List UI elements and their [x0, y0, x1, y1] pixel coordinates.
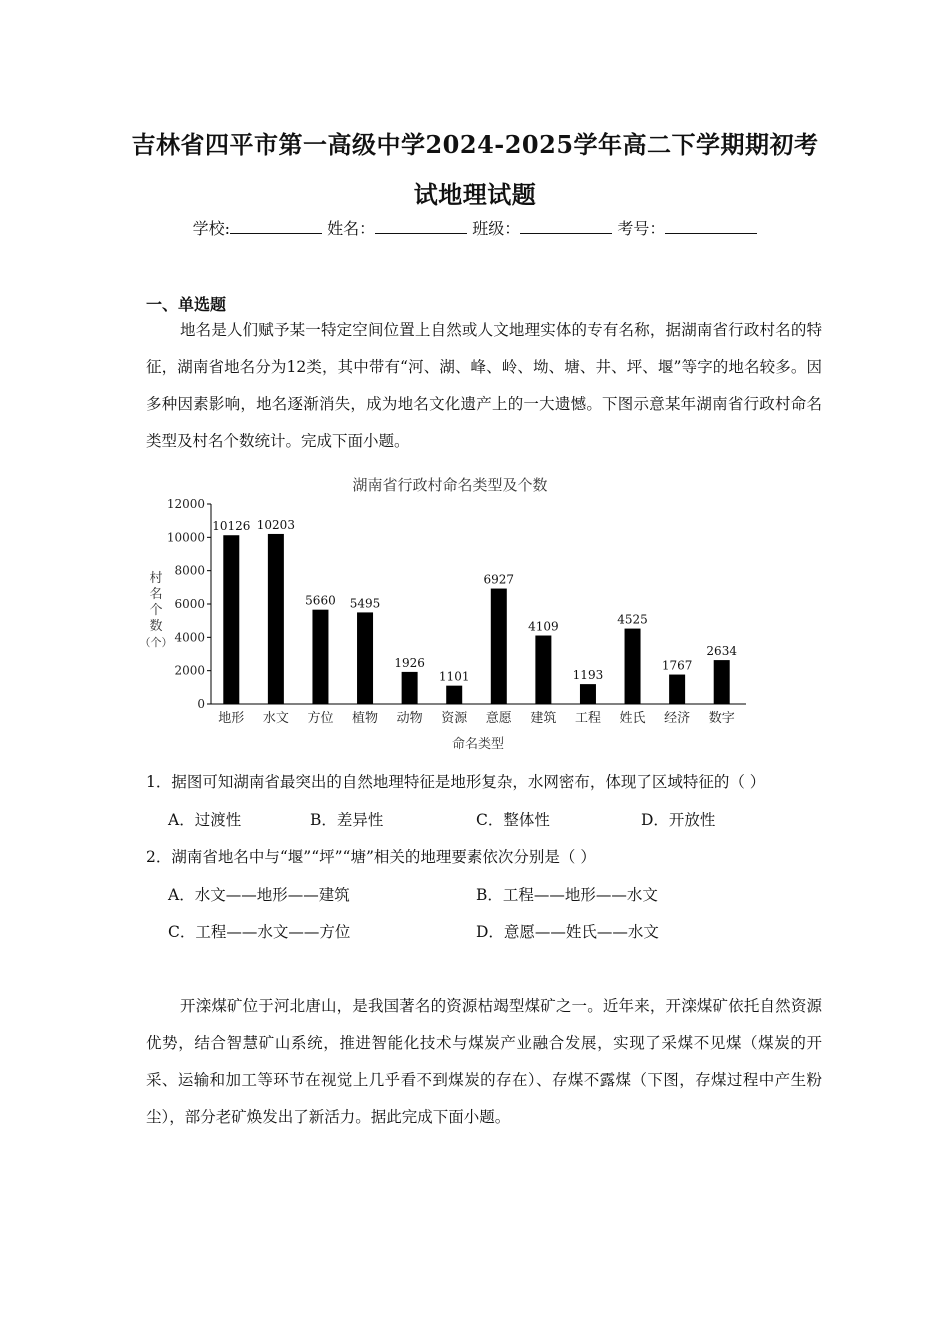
- class-blank: [520, 219, 612, 234]
- bar-value-label: 5660: [305, 593, 336, 608]
- passage-1: 地名是人们赋予某一特定空间位置上自然或人文地理实体的专有名称，据湖南省行政村名的特征，湖南省地名分为12类，其中带有“河、湖、峰、岭、坳、塘、井、坪、堰”等字的地名较多。因多种因素影响，地名逐渐消失，成为地名文化遗产上的一大遗憾。下图示意某年湖南省行政村命名类型及村名个数统计。完成下面小题。: [146, 321, 822, 450]
- x-category-label: 动物: [396, 711, 423, 726]
- x-category-label: 植物: [352, 711, 379, 726]
- bar-资源: [446, 686, 462, 704]
- bar-value-label: 10203: [256, 517, 295, 532]
- question-1-stem: 1．据图可知湖南省最突出的自然地理特征是地形复杂，水网密布，体现了区域特征的（ ）: [146, 773, 766, 791]
- name-blank: [375, 219, 467, 234]
- bar-chart-svg: [140, 470, 760, 760]
- q2-option-a[interactable]: A．水文——地形——建筑: [168, 886, 350, 904]
- doc-title-line2: 试地理试题: [413, 180, 537, 209]
- y-axis-label-char: 名: [149, 587, 163, 602]
- x-category-label: 水文: [262, 711, 289, 726]
- y-axis-label-char: 村: [149, 571, 163, 586]
- bar-chart: [140, 470, 760, 760]
- bar-数字: [714, 660, 730, 704]
- school-blank: [230, 219, 322, 234]
- bar-意愿: [491, 589, 507, 704]
- bar-value-label: 1193: [572, 668, 604, 683]
- bar-value-label: 1926: [394, 655, 425, 670]
- q1-option-b[interactable]: B．差异性: [310, 811, 384, 829]
- x-category-label: 姓氏: [619, 711, 646, 726]
- y-ticks: [167, 497, 211, 711]
- y-axis-label-char: （个）: [140, 636, 173, 649]
- x-axis-label: 命名类型: [451, 737, 505, 752]
- bar-水文: [268, 534, 284, 704]
- bar-工程: [580, 684, 596, 704]
- exam-no-label: 考号：: [617, 219, 666, 238]
- x-category-label: 建筑: [530, 711, 557, 726]
- bar-姓氏: [625, 629, 641, 704]
- bar-value-label: 1767: [661, 658, 693, 673]
- bars: [212, 518, 737, 726]
- bar-动物: [402, 672, 418, 704]
- bar-value-label: 4525: [617, 612, 648, 627]
- bar-value-label: 2634: [706, 644, 737, 659]
- student-info-row: [0, 216, 950, 239]
- bar-方位: [312, 610, 328, 704]
- q1-option-d[interactable]: D．开放性: [641, 811, 716, 829]
- school-label: 学校:: [192, 219, 231, 238]
- x-category-label: 经济: [664, 711, 691, 726]
- y-tick-label: 4000: [174, 630, 205, 645]
- q1-option-a[interactable]: A．过渡性: [168, 811, 242, 829]
- bar-地形: [223, 535, 239, 704]
- exam-no-blank: [665, 219, 757, 234]
- bar-value-label: 1101: [438, 669, 470, 684]
- question-2-stem: 2．湖南省地名中与“堰”“坪”“塘”相关的地理要素依次分别是（ ）: [146, 848, 596, 866]
- name-label: 姓名：: [327, 219, 376, 238]
- y-tick-label: 0: [197, 697, 205, 711]
- bar-value-label: 6927: [483, 572, 515, 587]
- y-axis-label-char: 数: [149, 619, 163, 634]
- x-category-label: 工程: [574, 711, 601, 726]
- bar-植物: [357, 612, 373, 704]
- bar-建筑: [535, 636, 551, 704]
- bar-value-label: 10126: [212, 519, 251, 534]
- y-tick-label: 8000: [174, 563, 205, 578]
- bar-value-label: 4109: [528, 619, 559, 634]
- y-tick-label: 6000: [174, 597, 205, 611]
- q2-option-c[interactable]: C．工程——水文——方位: [168, 923, 351, 941]
- class-label: 班级：: [472, 219, 521, 238]
- y-tick-label: 2000: [174, 663, 205, 678]
- section-heading: 一、单选题: [146, 295, 227, 314]
- y-tick-label: 12000: [166, 497, 205, 511]
- passage-2: 开滦煤矿位于河北唐山，是我国著名的资源枯竭型煤矿之一。近年来，开滦煤矿依托自然资源优势，结合智慧矿山系统，推进智能化技术与煤炭产业融合发展，实现了采煤不见煤（煤炭的开采、运输和加工等环节在视觉上几乎看不到煤炭的存在）、存煤不露煤（下图，存煤过程中产生粉尘），部分老矿焕发出了新活力。据此完成下面小题。: [146, 997, 822, 1126]
- x-category-label: 数字: [708, 711, 735, 726]
- y-axis-label: [140, 570, 173, 649]
- chart-title: 湖南省行政村命名类型及个数: [352, 476, 548, 494]
- bar-经济: [669, 675, 685, 704]
- q2-option-d[interactable]: D．意愿——姓氏——水文: [476, 923, 659, 941]
- x-category-label: 地形: [218, 711, 245, 726]
- bar-value-label: 5495: [349, 596, 381, 611]
- q2-option-b[interactable]: B．工程——地形——水文: [476, 886, 658, 904]
- q1-option-c[interactable]: C．整体性: [476, 811, 550, 829]
- x-category-label: 方位: [307, 711, 334, 726]
- x-category-label: 资源: [441, 711, 468, 726]
- y-axis-label-char: 个: [149, 603, 163, 618]
- doc-title-line1: 吉林省四平市第一高级中学2024-2025学年高二下学期期初考: [131, 130, 819, 159]
- y-tick-label: 10000: [166, 530, 205, 545]
- x-category-label: 意愿: [485, 711, 512, 726]
